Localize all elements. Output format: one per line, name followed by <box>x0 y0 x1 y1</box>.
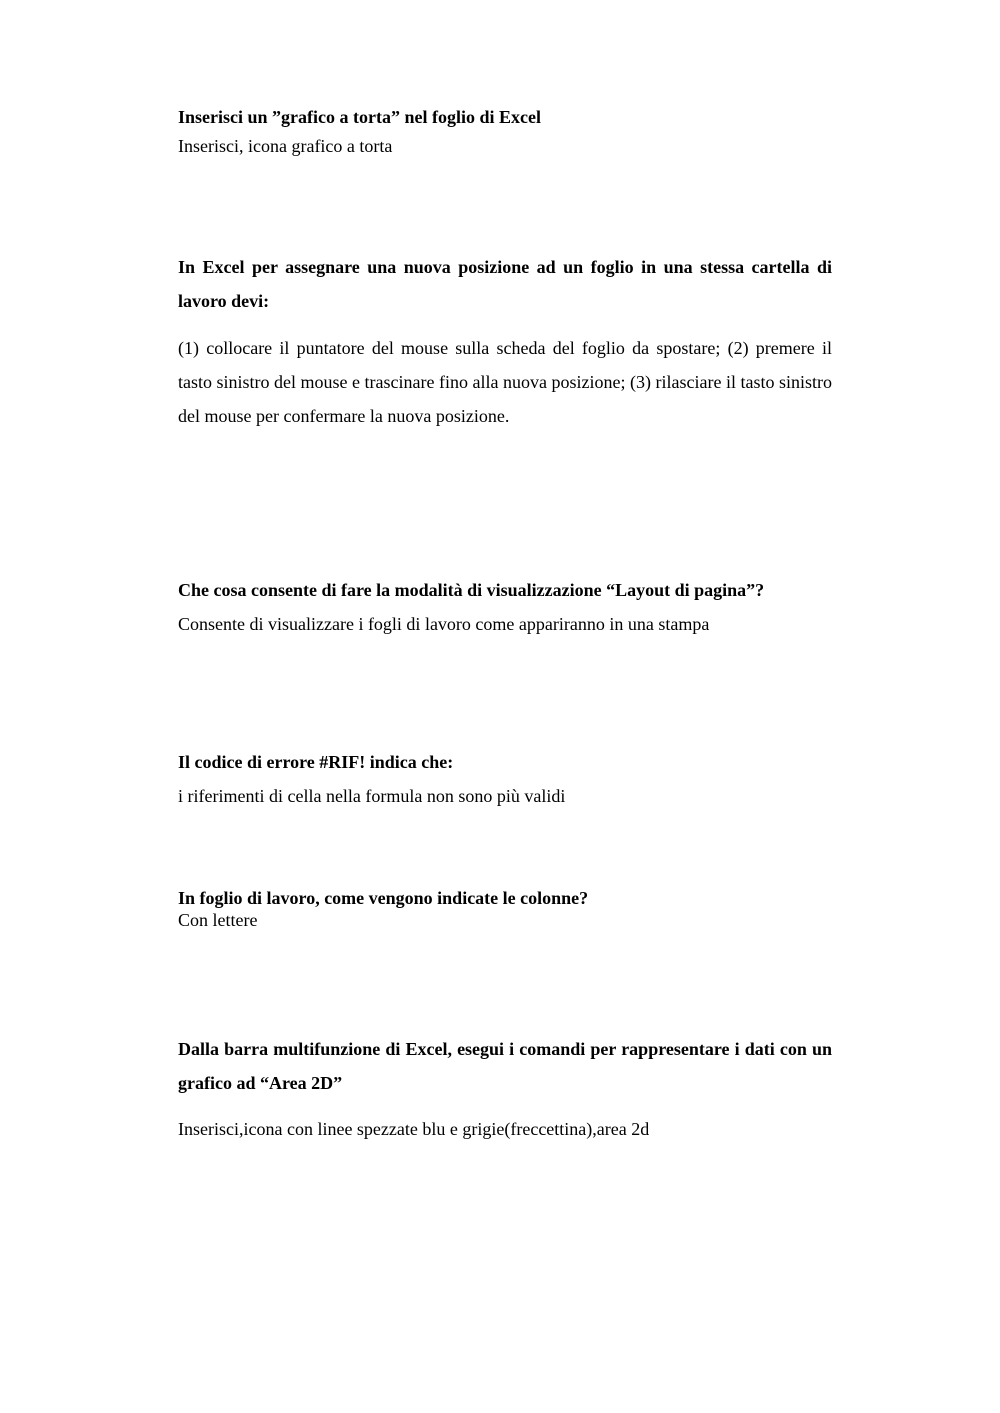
qa-block-page-layout <box>178 573 832 641</box>
question-text: In Excel per assegnare una nuova posizione ad un foglio in una stessa cartella di lavoro devi: <box>178 257 832 311</box>
qa-block-area-chart <box>178 1032 832 1146</box>
answer-text: Consente di visualizzare i fogli di lavoro come appariranno in una stampa <box>178 614 710 634</box>
qa-block-move-sheet <box>178 250 832 433</box>
answer-text: Inserisci,icona con linee spezzate blu e grigie(freccettina),area 2d <box>178 1119 650 1139</box>
qa-block-columns <box>178 887 832 931</box>
answer-text: i riferimenti di cella nella formula non sono più validi <box>178 786 566 806</box>
qa-block-ref-error <box>178 745 832 813</box>
question-text: Inserisci un ”grafico a torta” nel foglio di Excel <box>178 107 541 127</box>
question-text: Dalla barra multifunzione di Excel, esegui i comandi per rappresentare i dati con un grafico ad “Area 2D” <box>178 1039 832 1093</box>
question-text: Il codice di errore #RIF! indica che: <box>178 752 454 772</box>
answer-text: Con lettere <box>178 910 258 930</box>
answer-text: Inserisci, icona grafico a torta <box>178 136 393 156</box>
qa-block-pie-chart <box>178 105 832 158</box>
question-text: Che cosa consente di fare la modalità di visualizzazione “Layout di pagina”? <box>178 580 765 600</box>
question-text: In foglio di lavoro, come vengono indicate le colonne? <box>178 888 589 908</box>
answer-text: (1) collocare il puntatore del mouse sulla scheda del foglio da spostare; (2) premere il tasto sinistro del mouse e trascinare fino alla nuova posizione; (3) rilasciare il tasto sinistro del mouse per confermare la nuova posizione. <box>178 338 832 426</box>
